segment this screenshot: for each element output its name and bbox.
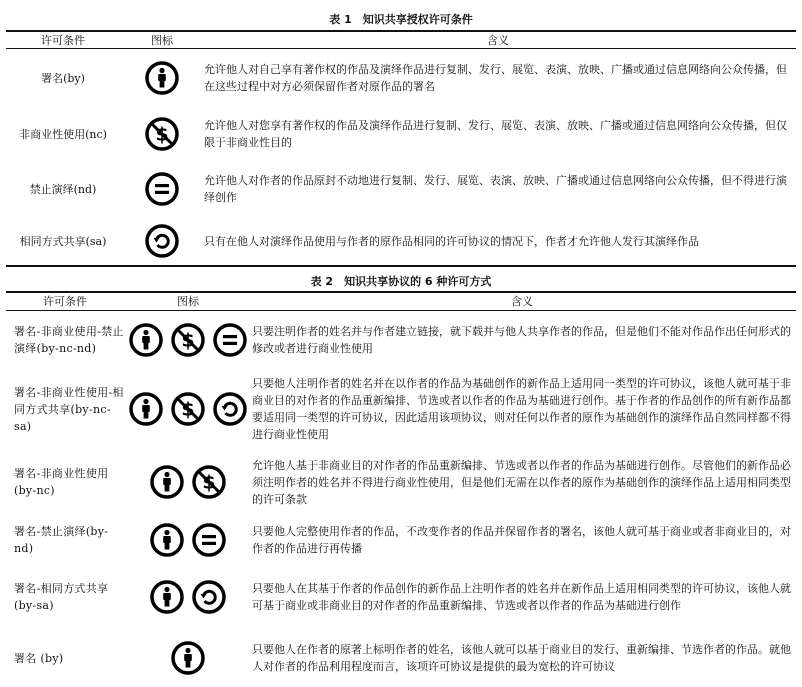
by-icon [144,60,180,96]
table2-header-icon: 图标 [177,295,199,308]
condition-cell: 署名-非商业性使用-相同方式共享(by-nc-sa) [14,385,124,433]
table2-body [6,311,796,687]
by-icon [128,322,164,358]
by-icon [128,391,164,427]
by-icon [149,522,185,558]
table-row [6,565,796,629]
meaning-cell: 只要注明作者的姓名并与作者建立链接，就下载并与他人共享作者的作品，但是他们不能对作品作出任何形式的修改或者进行商业性使用 [252,325,791,355]
meaning-cell: 允许他人对您享有著作权的作品及演绎作品进行复制、发行、展览、表演、放映、广播或通过信息网络向公众传播，但仅限于非商业性目的 [204,119,787,149]
table1-header-row [6,32,796,49]
table2-caption: 表 2 知识共享协议的 6 种许可方式 [310,275,492,288]
by-icon [170,640,206,676]
condition-cell: 署名 (by) [14,651,64,665]
table1-body [6,49,796,265]
condition-cell: 署名(by) [41,71,85,85]
sa-icon [212,391,248,427]
table-row [6,217,796,265]
table1-header-meaning: 含义 [487,34,509,47]
by-icon [149,464,185,500]
meaning-cell: 只要他人在其基于作者的作品创作的新作品上注明作者的姓名并在新作品上适用相同类型的许可协议，该他人就可基于商业或非商业目的对作者的作品重新编排、节选或者以作者的作品为基础进行创作 [252,582,791,612]
table-row [6,49,796,107]
meaning-cell: 只有在他人对演绎作品使用与作者的原作品相同的许可协议的情况下，作者才允许他人发行其演绎作品 [204,234,699,248]
meaning-cell: 允许他人对自己享有著作权的作品及演绎作品进行复制、发行、展览、表演、放映、广播或通过信息网络向公众传播，但在这些过程中对方必须保留作者对原作品的署名 [204,63,787,93]
nc-icon [144,116,180,152]
nc-icon [191,464,227,500]
condition-cell: 署名-非商业使用-禁止演绎(by-nc-nd) [14,325,124,355]
table1-header-condition: 许可条件 [41,34,85,47]
condition-cell: 署名-非商业性使用(by-nc) [14,467,109,497]
condition-cell: 署名-相同方式共享(by-sa) [14,582,109,612]
table-row [6,515,796,565]
table2-header-meaning: 含义 [511,295,533,308]
condition-cell: 相同方式共享(sa) [19,234,107,248]
table-row [6,629,796,687]
nc-icon [170,322,206,358]
table-row [6,161,796,217]
nd-icon [212,322,248,358]
nd-icon [191,522,227,558]
nc-icon [170,391,206,427]
meaning-cell: 只要他人在作者的原著上标明作者的姓名，该他人就可以基于商业目的发行、重新编排、节选作者的作品。就他人对作者的作品利用程度而言，该项许可协议是提供的最为宽松的许可协议 [252,643,791,673]
sa-icon [191,579,227,615]
table2-header-row [6,293,796,310]
table-row [6,107,796,161]
sa-icon [144,223,180,259]
table-row [6,369,796,449]
table1-caption: 表 1 知识共享授权许可条件 [329,13,473,26]
meaning-cell: 允许他人对作者的作品原封不动地进行复制、发行、展览、表演、放映、广播或通过信息网络向公众传播，但不得进行演绎创作 [204,174,787,204]
table1-header-icon: 图标 [151,34,173,47]
condition-cell: 禁止演绎(nd) [29,182,97,196]
table1-bottom-rule [6,265,796,267]
by-icon [149,579,185,615]
table2 [6,293,796,310]
meaning-cell: 允许他人基于非商业目的对作者的作品重新编排、节选或者以作者的作品为基础进行创作。尽管他们的新作品必须注明作者的姓名并不得进行商业性使用，但是他们无需在以作者的原作为基础创作的演绎作品上适用相同类型的许可条款 [252,458,791,506]
nd-icon [144,171,180,207]
meaning-cell: 只要他人注明作者的姓名并在以作者的作品为基础创作的新作品上适用同一类型的许可协议，该他人就可基于非商业目的对作者的作品重新编排、节选或者以作者的作品为基础进行创作。基于作者的作品创作的所有新作品都要适用同一类型的许可协议，因此适用该项协议，则对任何以作者的原作为基础创作的演绎作品自然同样都不得进行商业性使用 [252,377,791,441]
condition-cell: 非商业性使用(nc) [19,127,107,141]
table2-header-condition: 许可条件 [43,295,87,308]
condition-cell: 署名-禁止演绎(by-nd) [14,525,109,555]
table-row [6,449,796,515]
meaning-cell: 只要他人完整使用作者的作品，不改变作者的作品并保留作者的署名，该他人就可基于商业或者非商业目的，对作者的作品进行再传播 [252,525,791,555]
table1 [6,32,796,49]
table-row [6,311,796,369]
